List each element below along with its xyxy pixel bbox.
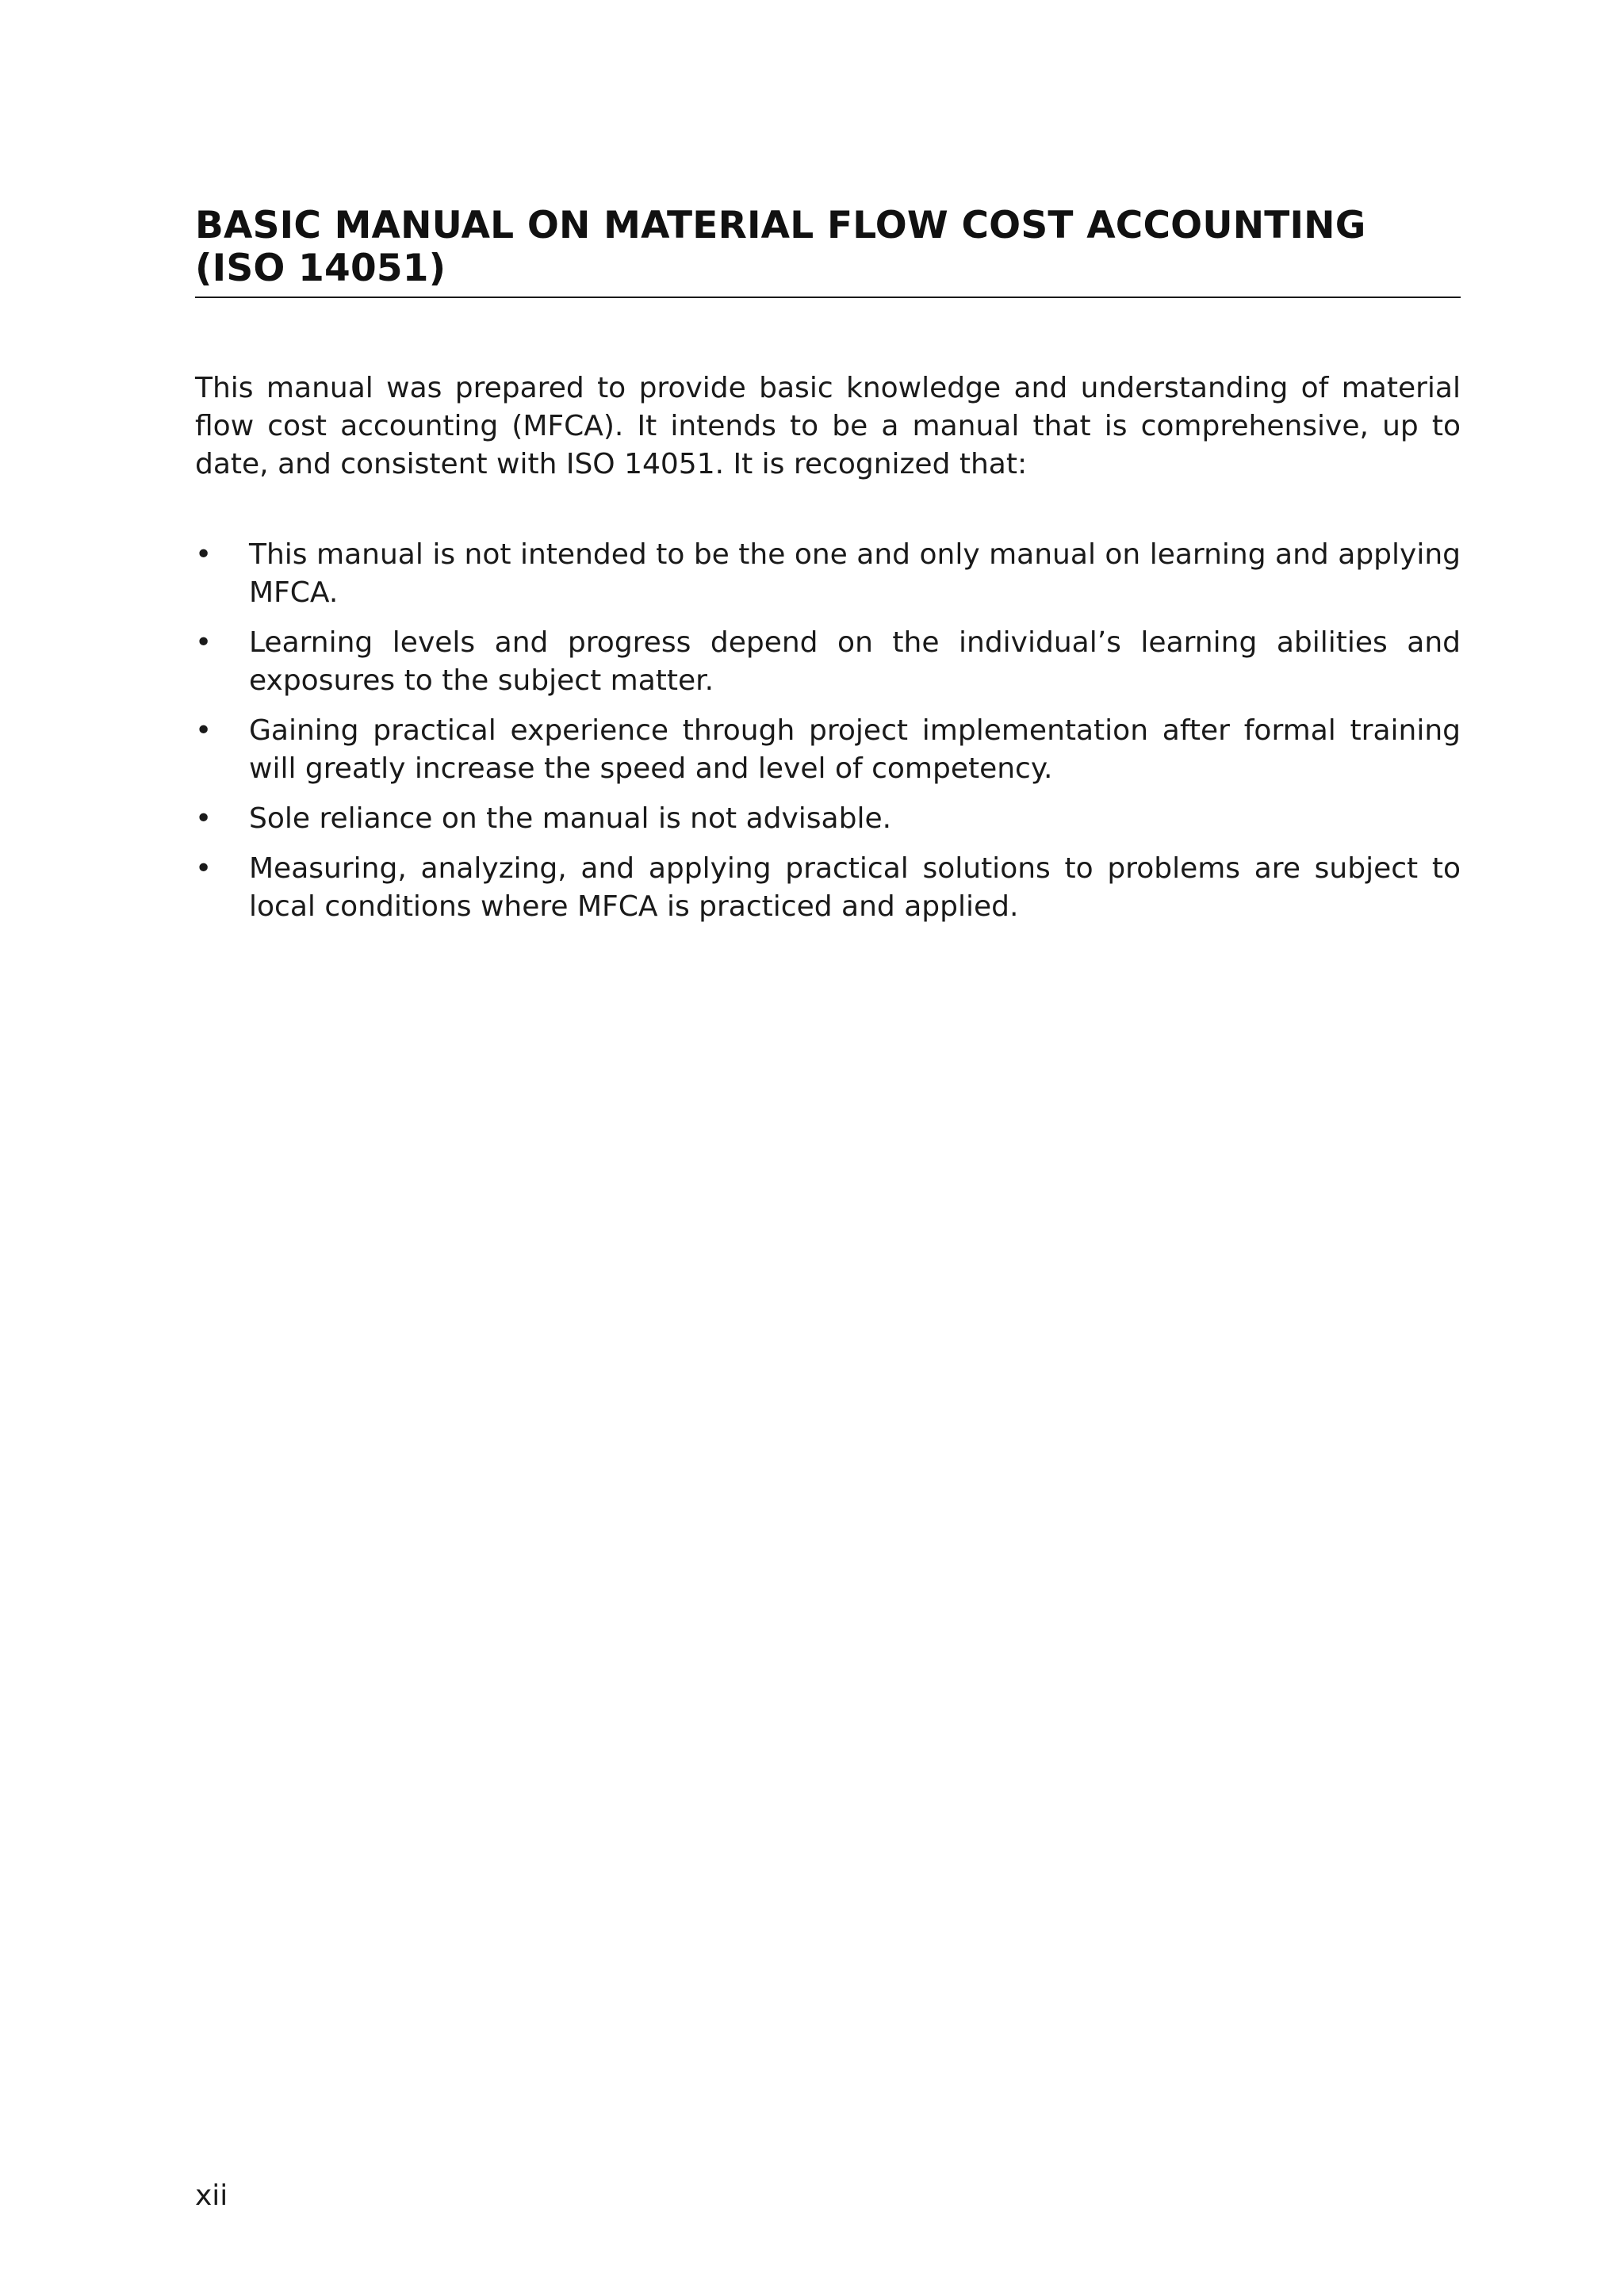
list-item-text: Learning levels and progress depend on the individual’s learning abilities and exposures to the subject matter.: [249, 626, 1461, 697]
list-item: [195, 850, 1461, 926]
bullet-icon: •: [195, 802, 213, 835]
bullet-icon: •: [195, 626, 213, 659]
bullet-list: [195, 536, 1461, 938]
page-title-line-2: (ISO 14051): [195, 247, 446, 290]
page-number: xii: [195, 2179, 228, 2212]
list-item: [195, 712, 1461, 788]
list-item-text: Measuring, analyzing, and applying practical solutions to problems are subject to local conditions where MFCA is practiced and applied.: [249, 852, 1461, 923]
bullet-icon: •: [195, 714, 213, 747]
list-item-text: Gaining practical experience through project implementation after formal training will greatly increase the speed and level of competency.: [249, 714, 1461, 785]
page-title-line-1: BASIC MANUAL ON MATERIAL FLOW COST ACCOUNTING: [195, 204, 1366, 247]
list-item: [195, 800, 1461, 838]
list-item: [195, 536, 1461, 612]
intro-paragraph: This manual was prepared to provide basic knowledge and understanding of material flow cost accounting (MFCA). It intends to be a manual that is comprehensive, up to date, and consistent with ISO 14051. It is recognized that:: [195, 372, 1461, 480]
list-item-text: Sole reliance on the manual is not advisable.: [249, 802, 892, 835]
page-title: [195, 205, 1461, 298]
list-item: [195, 624, 1461, 700]
list-item-text: This manual is not intended to be the one and only manual on learning and applying MFCA.: [249, 538, 1461, 609]
bullet-icon: •: [195, 538, 213, 571]
bullet-icon: •: [195, 852, 213, 885]
